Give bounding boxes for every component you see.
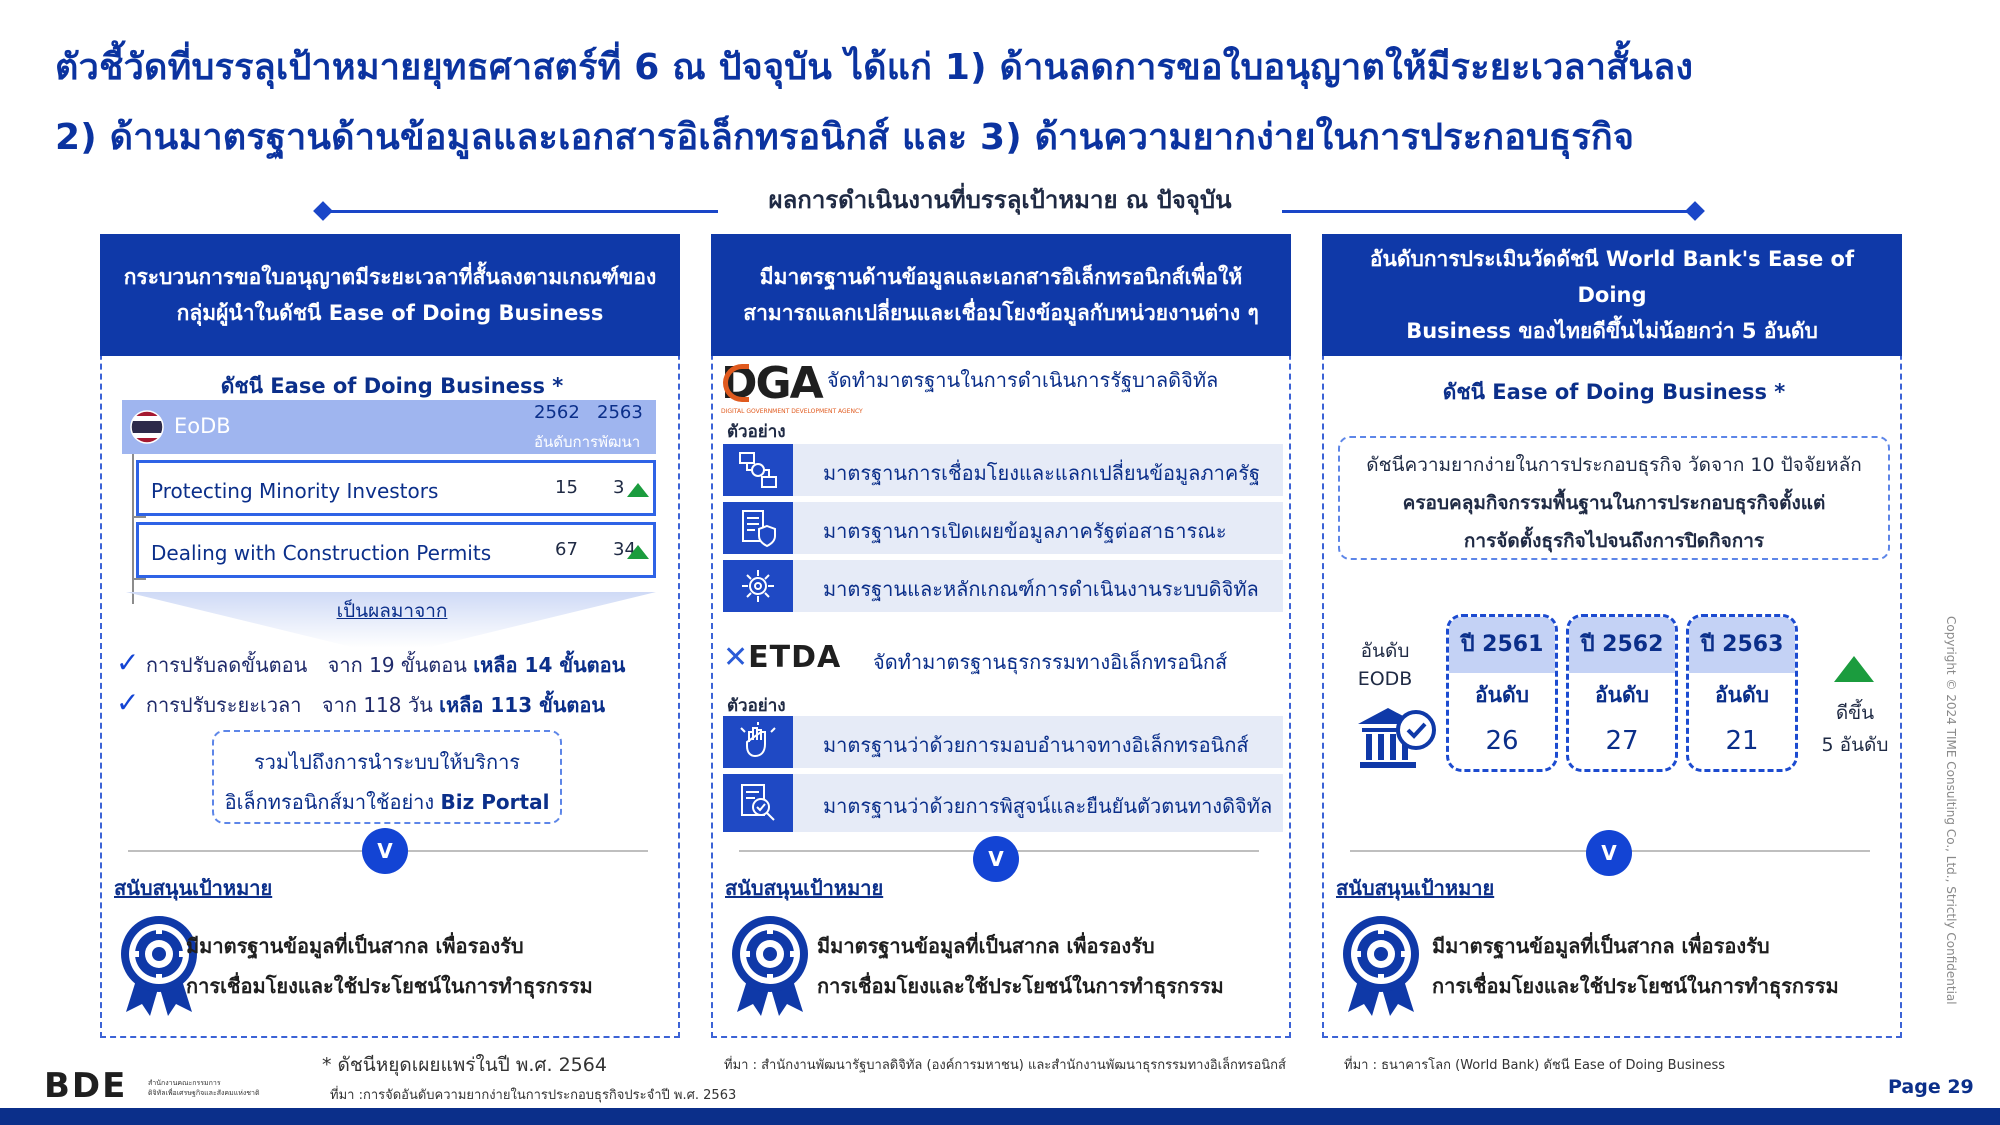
year-rank-label: อันดับ: [1715, 683, 1769, 707]
etda-logo: [723, 640, 841, 675]
standard-item: [723, 560, 1283, 612]
panel3-index-title: ดัชนี Ease of Doing Business *: [1442, 380, 1786, 404]
award-medal-icon: [727, 912, 813, 1016]
year-2563: 2563: [597, 402, 643, 423]
year-2562: 2562: [534, 402, 580, 423]
support-goal-text: มีมาตรฐานข้อมูลที่เป็นสากล เพื่อรองรับ การเชื่อมโยงและใช้ประโยชน์ในการทำธุรกรรม: [817, 934, 1224, 998]
standard-item: [723, 502, 1283, 554]
panel1-header: [100, 234, 680, 356]
footnote-source-3: ที่มา : ธนาคารโลก (World Bank) ดัชนี Ease of Doing Business: [1344, 1058, 1726, 1073]
indicator-value-2563: 34: [613, 539, 636, 560]
standard-icon-box: [723, 716, 793, 768]
digital-gear-icon: [737, 566, 779, 606]
improve-label-1: ดีขึ้น: [1835, 702, 1875, 724]
year-rank-card: [1446, 614, 1558, 772]
rank-label-2: EODB: [1357, 668, 1413, 690]
dga-example-label: ตัวอย่าง: [727, 422, 786, 442]
secure-document-icon: [737, 508, 779, 548]
year-rank-label: อันดับ: [1595, 683, 1649, 707]
dga-logo: [721, 358, 863, 424]
support-goal-text: มีมาตรฐานข้อมูลที่เป็นสากล เพื่อรองรับ การเชื่อมโยงและใช้ประโยชน์ในการทำธุรกรรม: [1432, 934, 1839, 998]
up-arrow-icon: [1834, 656, 1874, 682]
v-check-circle: V: [362, 828, 408, 874]
check-time: [116, 686, 605, 721]
etda-description: จัดทำมาตรฐานธุรกรรมทางอิเล็กทรอนิกส์: [873, 650, 1228, 674]
support-goal-label: สนับสนุนเป้าหมาย: [725, 876, 884, 900]
year-rank-year: ปี 2563: [1689, 617, 1795, 673]
desc-line-3: การจัดตั้งธุรกิจไปจนถึงการปิดกิจการ: [1463, 530, 1765, 552]
standard-label: มาตรฐานและหลักเกณฑ์การดำเนินงานระบบดิจิทัล: [823, 577, 1259, 601]
bde-logo-sub-2: ดิจิทัลเพื่อเศรษฐกิจและสังคมแห่งชาติ: [148, 1089, 260, 1097]
panel-data-standards: [711, 234, 1291, 1038]
award-medal-icon: [1338, 912, 1424, 1016]
check-time-to: เหลือ 113 ขั้นตอน: [439, 693, 606, 717]
standard-item: [723, 774, 1283, 832]
title-line-2: 2) ด้านมาตรฐานด้านข้อมูลและเอกสารอิเล็กทรอนิกส์ และ 3) ด้านความยากง่ายในการประกอบธุรกิจ: [55, 117, 1635, 158]
desc-line-2: ครอบคลุมกิจกรรมพื้นฐานในการประกอบธุรกิจตั้งแต่: [1402, 492, 1826, 514]
v-check-circle: V: [973, 836, 1019, 882]
check-time-from: จาก 118 วัน: [321, 693, 433, 717]
check-time-label: การปรับระยะเวลา: [145, 693, 302, 717]
check-steps-label: การปรับลดขั้นตอน: [145, 653, 308, 677]
tree-branch-1: [132, 516, 146, 518]
standard-label: มาตรฐานว่าด้วยการมอบอำนาจทางอิเล็กทรอนิกส์: [823, 733, 1249, 757]
panel-permit-process: [100, 234, 680, 1038]
copyright-notice: Copyright © 2024 TIME Consulting Co., Ltd., Strictly Confidential: [1944, 616, 1958, 1005]
data-exchange-icon: [737, 450, 779, 490]
bde-logo-sub-1: สำนักงานคณะกรรมการ: [148, 1079, 221, 1087]
panel1-index-title: ดัชนี Ease of Doing Business *: [220, 374, 564, 398]
year-rank-year: ปี 2561: [1449, 617, 1555, 673]
rank-dev-label: อันดับการพัฒนา: [534, 433, 641, 451]
etda-logo-text: ETDA: [748, 640, 842, 675]
indicator-label: Dealing with Construction Permits: [151, 541, 492, 565]
standard-icon-box: [723, 502, 793, 554]
biz-portal-note: [212, 730, 562, 824]
indicator-value-2562: 15: [555, 477, 578, 498]
standard-label: มาตรฐานว่าด้วยการพิสูจน์และยืนยันตัวตนทางดิจิทัล: [823, 794, 1273, 818]
bottom-bar: [0, 1108, 2000, 1125]
up-arrow-icon: [627, 483, 649, 497]
year-rank-value: 21: [1725, 726, 1759, 756]
year-rank-value: 27: [1605, 726, 1639, 756]
eodb-label: EoDB: [174, 414, 231, 438]
year-rank-card: [1566, 614, 1678, 772]
standard-icon-box: [723, 444, 793, 496]
title-line-1: ตัวชี้วัดที่บรรลุเป้าหมายยุทธศาสตร์ที่ 6 ณ ปัจจุบัน ได้แก่ 1) ด้านลดการขอใบอนุญาตให้มีระยะเวลาสั้นลง: [55, 47, 1694, 88]
tree-connector: [132, 454, 134, 604]
support-goal-text: มีมาตรฐานข้อมูลที่เป็นสากล เพื่อรองรับ การเชื่อมโยงและใช้ประโยชน์ในการทำธุรกรรม: [186, 934, 593, 998]
panel-eodb-ranking: [1322, 234, 1902, 1038]
etda-logo-mark: ✕: [723, 640, 749, 675]
support-goal-label: สนับสนุนเป้าหมาย: [1336, 876, 1495, 900]
check-steps-from: จาก 19 ขั้นตอน: [327, 653, 467, 677]
desc-line-1: ดัชนีความยากง่ายในการประกอบธุรกิจ วัดจาก 10 ปัจจัยหลัก: [1366, 454, 1862, 476]
indicator-value-2563: 3: [613, 477, 625, 498]
standard-icon-box: [723, 774, 793, 832]
identity-verify-icon: [737, 782, 779, 824]
panel3-header-text: อันดับการประเมินวัดดัชนี World Bank's Ease of Doing Business ของไทยดีขึ้นไม่น้อยกว่า 5 อันดับ: [1369, 247, 1855, 343]
v-check-circle: V: [1586, 830, 1632, 876]
check-steps-to: เหลือ 14 ขั้นตอน: [473, 653, 626, 677]
support-goal-label: สนับสนุนเป้าหมาย: [114, 876, 273, 900]
etda-example-label: ตัวอย่าง: [727, 696, 786, 716]
dga-logo-text: DGA: [721, 358, 822, 409]
standard-icon-box: [723, 560, 793, 612]
year-rank-year: ปี 2562: [1569, 617, 1675, 673]
tree-branch-2: [132, 578, 146, 580]
panel2-header: [711, 234, 1291, 356]
standard-label: มาตรฐานการเปิดเผยข้อมูลภาครัฐต่อสาธารณะ: [823, 519, 1227, 543]
standard-item: [723, 716, 1283, 768]
panel2-header-text: มีมาตรฐานด้านข้อมูลและเอกสารอิเล็กทรอนิกส์เพื่อให้ สามารถแลกเปลี่ยนและเชื่อมโยงข้อมูลกับหน่วยงานต่าง ๆ: [743, 265, 1259, 325]
eodb-header-bar: [122, 400, 656, 454]
check-steps: [116, 646, 625, 681]
raised-fist-icon: [737, 722, 779, 762]
dga-description: จัดทำมาตรฐานในการดำเนินการรัฐบาลดิจิทัล: [827, 368, 1219, 392]
bde-logo: BDE: [44, 1066, 128, 1106]
indicator-value-2562: 67: [555, 539, 578, 560]
standard-item: [723, 444, 1283, 496]
improve-label-2: 5 อันดับ: [1821, 734, 1889, 756]
note-line-2: [214, 786, 560, 818]
result-label: เป็นผลมาจาก: [336, 600, 448, 622]
year-rank-label: อันดับ: [1475, 683, 1529, 707]
eodb-description-box: [1338, 436, 1890, 560]
year-rank-value: 26: [1485, 726, 1519, 756]
footnote-source-2: ที่มา : สำนักงานพัฒนารัฐบาลดิจิทัล (องค์การมหาชน) และสำนักงานพัฒนาธุรกรรมทางอิเล็กทรอนิกส์: [724, 1058, 1286, 1073]
panel3-header: [1322, 234, 1902, 356]
subheading: ผลการดำเนินงานที่บรรลุเป้าหมาย ณ ปัจจุบัน: [768, 186, 1232, 214]
indicator-row: [136, 460, 656, 516]
footnote-source-1: ที่มา :การจัดอันดับความยากง่ายในการประกอบธุรกิจประจำปี พ.ศ. 2563: [330, 1088, 737, 1103]
dga-logo-sub: DIGITAL GOVERNMENT DEVELOPMENT AGENCY: [721, 408, 863, 415]
indicator-row: [136, 522, 656, 578]
rank-label-1: อันดับ: [1360, 640, 1410, 662]
note-line-1: รวมไปถึงการนำระบบให้บริการ: [253, 750, 521, 774]
indicator-label: Protecting Minority Investors: [151, 479, 439, 503]
bank-verified-icon: [1354, 702, 1438, 776]
note-line-2-text: อิเล็กทรอนิกส์มาใช้อย่าง: [224, 790, 441, 814]
checkmark-icon: ✓: [116, 686, 140, 719]
biz-portal-label: Biz Portal: [440, 790, 550, 814]
checkmark-icon: ✓: [116, 646, 140, 679]
panel1-header-text: กระบวนการขอใบอนุญาตมีระยะเวลาที่สั้นลงตามเกณฑ์ของ กลุ่มผู้นำในดัชนี Ease of Doing Business: [123, 265, 657, 325]
footnote-index-discontinued: * ดัชนีหยุดเผยแพร่ในปี พ.ศ. 2564: [322, 1054, 607, 1076]
year-rank-card: [1686, 614, 1798, 772]
standard-label: มาตรฐานการเชื่อมโยงและแลกเปลี่ยนข้อมูลภาครัฐ: [823, 461, 1261, 485]
thai-flag-icon: [130, 410, 164, 444]
page-number: Page 29: [1888, 1076, 1974, 1098]
up-arrow-icon: [627, 545, 649, 559]
